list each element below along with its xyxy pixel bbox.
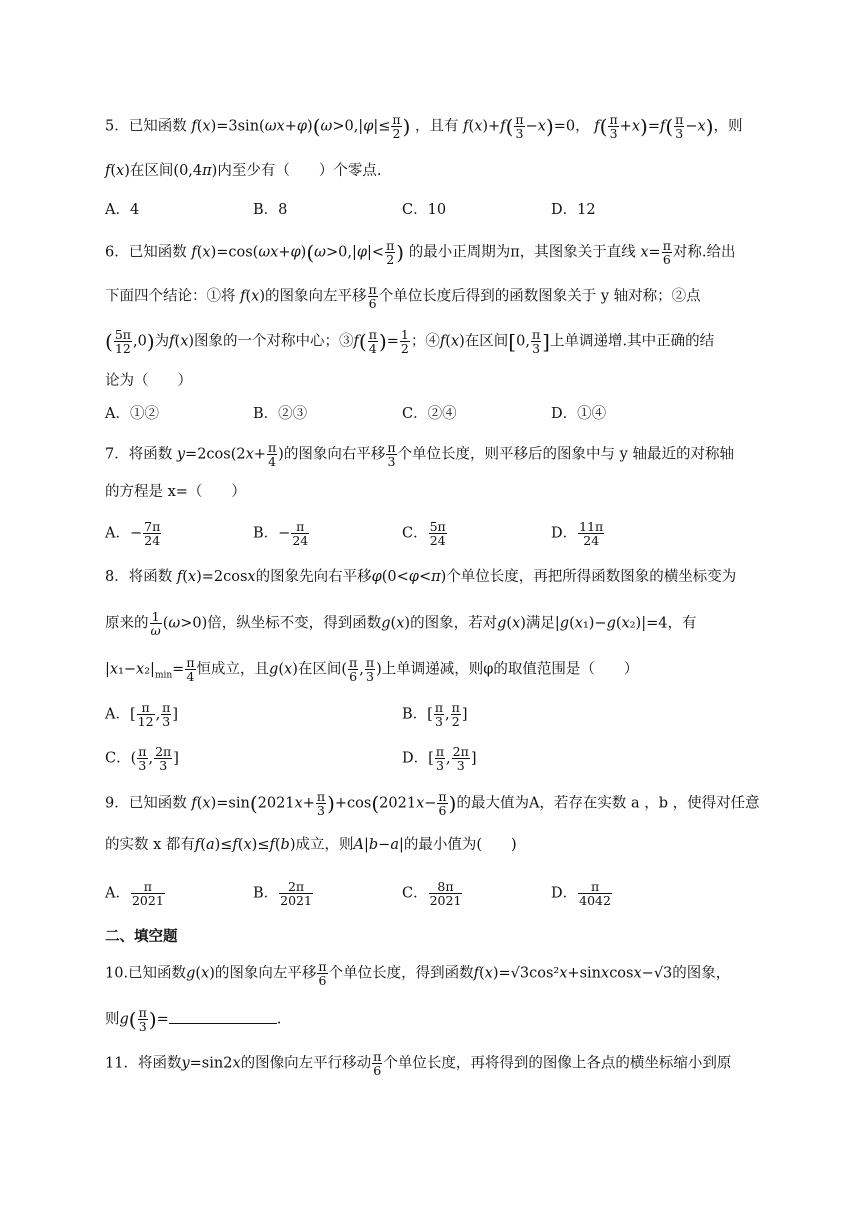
q8-text: 上单调递减，则φ的取值范围是（ ）: [381, 661, 639, 678]
q6-line1: 6．已知函数 f(x)=cos(ωx+φ)(ω>0,|φ|< $\frac{\pi}{2}$ ) 的最小正周期为π，其图象关于直线 x= $\frac{\pi}{6}$ 对称.给出: [105, 238, 736, 267]
section-heading: 二、填空题: [105, 929, 178, 945]
q11-line1: 11．将函数y=sin2x的图像向左平行移动 $\frac{\pi}{6}$ 个单位长度，再将得到的图像上各点的横坐标缩小到原: [105, 1049, 732, 1078]
q9-text: 的最小值为( ): [403, 837, 517, 853]
q6-line4: 论为（ ）: [105, 373, 192, 389]
q6-option-c: C．②④: [402, 406, 457, 422]
q5-text: ，则: [713, 118, 743, 135]
q6-text: 图象的一个对称中心；③: [194, 333, 354, 350]
q6-line2: 下面四个结论：①将 f(x)的图象向左平移 $\frac{\pi}{6}$ 个单位长度后得到的函数图象关于 y 轴对称；②点: [105, 282, 701, 311]
q7-text: 7．将函数: [105, 446, 173, 463]
q8-text: 的图象，若对: [410, 615, 498, 632]
q6-text: 下面四个结论：①将: [105, 288, 236, 305]
q5-text: ，: [575, 118, 590, 135]
q10-line2: 则g( $\frac{\pi}{3}$ )= .: [105, 1005, 282, 1034]
q6-text: ；④: [410, 333, 440, 350]
q7-text: 个单位长度，则平移后的图象中与 y 轴最近的对称轴: [397, 446, 734, 463]
q8-line2: 原来的 $\frac{1}{\omega}$ (ω>0)倍，纵坐标不变，得到函数g(x)的图象，若对g(x)满足|g(x₁)−g(x₂)|=4，有: [105, 609, 697, 638]
q6-text: 上单调递增.其中正确的结: [549, 333, 715, 350]
q6-text: 对称.给出: [672, 244, 736, 261]
q11-text: 个单位长度，再将得到的图像上各点的横坐标缩小到原: [383, 1055, 732, 1072]
q11-text: 的图像向左平行移动: [240, 1055, 372, 1072]
q7-option-d: D． $\frac{11\pi}{24}$: [551, 519, 604, 548]
q8-text: 恒成立，且: [196, 661, 270, 678]
q8-text: 倍，纵坐标不变，得到函数: [207, 615, 382, 632]
q9-text: 的最大值为A，若存在实数 a ，b ，使得对任意: [456, 795, 760, 812]
q6-option-a: A．①②: [105, 406, 159, 422]
q11-text: 11．将函数: [105, 1055, 182, 1072]
q8-text: 在区间: [297, 661, 342, 678]
q9-line2: 的实数 x 都有f(a)≤f(x)≤f(b)成立，则A|b−a|的最小值为( ): [105, 837, 517, 853]
q5-line2: f(x)在区间(0,4π)内至少有（ ）个零点.: [105, 163, 382, 179]
q6-option-d: D．①④: [551, 406, 607, 422]
q5-text: 在区间: [129, 163, 174, 179]
q8-text: ，有: [667, 615, 697, 632]
q8-text: 8．将函数: [105, 569, 173, 585]
q6-text: 为: [154, 333, 170, 350]
q10-text: 10.已知函数: [105, 965, 187, 982]
q10-text: .: [276, 1011, 282, 1028]
q5-line1: 5．已知函数 f(x)=3sin(ωx+φ)(ω>0,|φ|≤ $\frac{\pi}{2}$ ) ，且有 f(x)+f( $\frac{\pi}{3}$ −x)=0， f( $\frac{\pi}{3}$ +x)=f( $\frac{\pi}{3}$ −x)，则: [105, 112, 743, 141]
q9-option-d: D． $\frac{\pi}{4042}$: [551, 879, 611, 908]
answer-blank[interactable]: [169, 1009, 277, 1024]
q8-text: 个单位长度，再把所得函数图象的横坐标变为: [446, 569, 737, 585]
q10-text: 个单位长度，得到函数: [328, 965, 474, 982]
q7-text: 的图象向右平移: [283, 446, 386, 463]
q9-option-c: C． $\frac{8\pi}{2021}$: [402, 879, 462, 908]
q5-text: 5．已知函数: [105, 118, 187, 135]
q6-text: 的图象向左平移: [265, 288, 367, 305]
q5-option-d: D．12: [551, 202, 596, 218]
q7-option-c: C． $\frac{5\pi}{24}$: [402, 519, 446, 548]
q10-text: 的图象，: [672, 965, 731, 982]
q7-line1: 7．将函数 y=2cos(2x+ $\frac{\pi}{4}$ )的图象向右平移 $\frac{\pi}{3}$ 个单位长度，则平移后的图象中与 y 轴最近的对称轴: [105, 440, 734, 469]
q6-text: 在区间: [464, 333, 509, 350]
q8-option-a: A．[ $\frac{\pi}{12}$ , $\frac{\pi}{3}$ ]: [105, 700, 179, 729]
q10-text: 则: [105, 1011, 120, 1028]
q9-text: 的实数 x 都有: [105, 837, 195, 853]
q9-text: 9．已知函数: [105, 795, 187, 812]
q7-option-b: B．− $\frac{\pi}{24}$: [253, 519, 309, 548]
q9-option-a: A． $\frac{\pi}{2021}$: [105, 879, 164, 908]
q7-option-a: A．− $\frac{7\pi}{24}$: [105, 519, 161, 548]
q8-text: 的图象先向右平移: [255, 569, 372, 585]
q8-option-b: B．[ $\frac{\pi}{3}$ , $\frac{\pi}{2}$ ]: [402, 700, 468, 729]
q5-text: ，且有: [415, 118, 459, 135]
q8-text: 满足: [525, 615, 555, 632]
q6-line3: ( $\frac{5\pi}{12}$ ,0)为f(x)图象的一个对称中心；③f( $\frac{\pi}{4}$ )= $\frac{1}{2}$ ；④f(x)在区间[0, $\frac{\pi}{3}$ ]上单调递增.其中正确的结: [105, 327, 715, 356]
q8-text: 原来的: [105, 615, 149, 632]
q6-text: 的最小正周期为π，其图象关于直线: [408, 244, 636, 261]
q5-option-b: B．8: [253, 202, 288, 218]
q6-text: 个单位长度后得到的函数图象关于 y 轴对称；②点: [378, 288, 701, 305]
q8-option-c: C．( $\frac{\pi}{3}$ , $\frac{2\pi}{3}$ ]: [105, 744, 179, 773]
q9-option-b: B． $\frac{2\pi}{2021}$: [253, 879, 312, 908]
q5-option-a: A．4: [105, 202, 140, 218]
q6-option-b: B．②③: [253, 406, 308, 422]
q5-text: 内至少有（ ）个零点.: [217, 163, 382, 179]
q8-line3: $|x_1-x_2|_{min}=$ $\frac{\pi}{4}$ 恒成立，且g(x)在区间( $\frac{\pi}{6}$ , $\frac{\pi}{3}$ )上单调递减，则φ的取值范围是（ ）: [105, 655, 639, 684]
q9-line1: 9．已知函数 f(x)=sin(2021x+ $\frac{\pi}{3}$ )+cos(2021x− $\frac{\pi}{6}$ )的最大值为A，若存在实数 a ，b ，使得对任意: [105, 789, 760, 818]
q8-line1: 8．将函数 f(x)=2cosx的图象先向右平移φ(0<φ<π)个单位长度，再把所得函数图象的横坐标变为: [105, 569, 737, 585]
q6-text: 6．已知函数: [105, 244, 187, 261]
q8-option-d: D．[ $\frac{\pi}{3}$ , $\frac{2\pi}{3}$ ]: [402, 744, 477, 773]
q10-line1: 10.已知函数g(x)的图象向左平移 $\frac{\pi}{6}$ 个单位长度，得到函数f(x)=√3cos²x+sinxcosx−√3的图象，: [105, 959, 731, 988]
q9-text: 成立，则: [295, 837, 354, 853]
q10-text: 的图象向左平移: [214, 965, 317, 982]
q7-line2: 的方程是 x=（ ）: [105, 484, 246, 500]
q5-option-c: C．10: [402, 202, 447, 218]
